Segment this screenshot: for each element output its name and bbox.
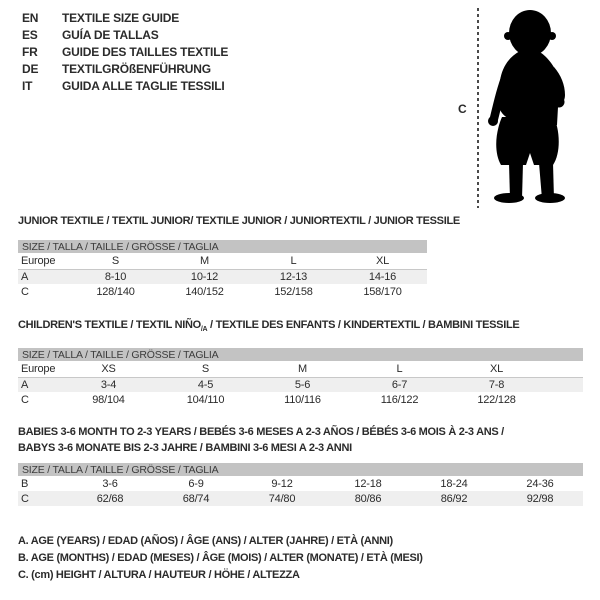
size-header-row	[18, 348, 583, 361]
language-row	[22, 27, 228, 44]
size-header-bar: SIZE / TALLA / TAILLE / GRÖSSE / TAGLIA	[18, 463, 583, 476]
size-cell: L	[249, 253, 338, 269]
language-guide	[22, 10, 228, 95]
junior-size-table	[18, 240, 427, 299]
children-section-title: CHILDREN'S TEXTILE / TEXTIL $NIÑO_{/A}$ / TEXTILE DES ENFANTS / KINDERTEXTIL / BAMBINI TESSILE	[18, 319, 520, 334]
value-cell: 5-6	[254, 377, 351, 392]
table-row-age-months	[18, 476, 583, 491]
size-cell: L	[351, 361, 448, 377]
language-row	[22, 10, 228, 27]
size-cell: XS	[60, 361, 157, 377]
babies-title-line2: BABYS 3-6 MONATE BIS 2-3 JAHRE / BAMBINI 3-6 MESI A 2-3 ANNI	[18, 442, 352, 454]
row-label-cell: C	[18, 491, 67, 506]
babies-size-table	[18, 463, 583, 506]
value-cell: 122/128	[477, 393, 516, 406]
junior-section	[18, 215, 460, 299]
language-code: IT	[22, 79, 33, 93]
value-cell: 116/122	[380, 393, 419, 406]
value-cell: 68/74	[153, 491, 239, 506]
language-code: ES	[22, 28, 38, 42]
language-code: EN	[22, 11, 39, 25]
title-subscript: /A	[200, 326, 208, 334]
value-cell: 152/158	[274, 285, 313, 298]
language-row	[22, 44, 228, 61]
region-row	[18, 361, 583, 377]
babies-section-title	[18, 424, 583, 456]
value-cell: 158/170	[363, 285, 402, 298]
value-cell: 86/92	[411, 491, 497, 506]
language-row	[22, 78, 228, 95]
value-cell: 92/98	[497, 491, 583, 506]
language-code: DE	[22, 62, 39, 76]
table-row-height	[18, 392, 583, 407]
value-cell: 12-13	[249, 269, 338, 284]
size-cell: M	[254, 361, 351, 377]
junior-section-title: JUNIOR TEXTILE / TEXTIL JUNIOR/ TEXTILE JUNIOR / JUNIORTEXTIL / JUNIOR TESSILE	[18, 215, 460, 227]
value-cell: 6-7	[351, 377, 448, 392]
value-cell: 140/152	[185, 285, 224, 298]
value-cell: 62/68	[67, 491, 153, 506]
height-dashed-line	[477, 8, 479, 208]
value-cell: 3-6	[102, 477, 118, 490]
row-label-cell: A	[18, 269, 71, 284]
region-row	[18, 253, 427, 269]
height-measure-label: C	[458, 102, 467, 116]
children-size-table	[18, 348, 583, 407]
footnote-height: C. (cm) HEIGHT / ALTURA / HAUTEUR / HÖHE / ALTEZZA	[18, 569, 300, 581]
value-cell: 104/110	[186, 393, 225, 406]
row-label-cell: Europe	[18, 361, 60, 377]
value-cell: 4-5	[157, 377, 254, 392]
table-row-age	[18, 377, 583, 392]
babies-title-line1: BABIES 3-6 MONTH TO 2-3 YEARS / BEBÉS 3-6 MESES A 2-3 AÑOS / BÉBÉS 3-6 MOIS À 2-3 ANS /	[18, 426, 504, 438]
size-header-bar: SIZE / TALLA / TAILLE / GRÖSSE / TAGLIA	[18, 240, 427, 253]
footnote-age-months: B. AGE (MONTHS) / EDAD (MESES) / ÂGE (MOIS) / ALTER (MONATE) / ETÀ (MESI)	[18, 552, 423, 564]
value-cell: 98/104	[92, 393, 125, 406]
babies-section	[18, 424, 583, 506]
value-cell: 12-18	[354, 477, 382, 490]
language-label: TEXTILGRÖßENFÜHRUNG	[62, 62, 211, 76]
value-cell: 9-12	[271, 477, 293, 490]
baby-height-figure	[450, 6, 590, 211]
row-label-cell: C	[21, 285, 29, 298]
value-cell: 7-8	[448, 377, 545, 392]
spacer-cell	[545, 361, 583, 377]
row-label-cell: A	[18, 377, 60, 392]
spacer-cell	[545, 392, 583, 407]
value-cell: 128/140	[96, 285, 135, 298]
language-label: GUÍA DE TALLAS	[62, 28, 159, 42]
footnote-age-years: A. AGE (YEARS) / EDAD (AÑOS) / ÂGE (ANS) / ALTER (JAHRE) / ETÀ (ANNI)	[18, 535, 393, 547]
language-label: TEXTILE SIZE GUIDE	[62, 11, 180, 25]
table-row-height	[18, 284, 427, 299]
size-cell: S	[157, 361, 254, 377]
children-section	[18, 319, 583, 407]
footnotes	[18, 533, 423, 584]
size-cell: XL	[338, 253, 427, 269]
language-code: FR	[22, 45, 38, 59]
spacer-cell	[545, 377, 583, 392]
size-header-row	[18, 463, 583, 476]
language-row	[22, 61, 228, 78]
baby-silhouette-image	[487, 6, 587, 208]
size-cell: XL	[448, 361, 545, 377]
size-header-bar: SIZE / TALLA / TAILLE / GRÖSSE / TAGLIA	[18, 348, 583, 361]
row-label-cell: Europe	[18, 253, 71, 269]
size-cell: S	[71, 253, 160, 269]
value-cell: 10-12	[160, 269, 249, 284]
language-label: GUIDA ALLE TAGLIE TESSILI	[62, 79, 225, 93]
value-cell: 24-36	[526, 477, 554, 490]
table-row-height	[18, 491, 583, 506]
row-label-cell: C	[21, 393, 29, 406]
value-cell: 110/116	[284, 393, 321, 406]
value-cell: 8-10	[71, 269, 160, 284]
value-cell: 74/80	[239, 491, 325, 506]
value-cell: 80/86	[325, 491, 411, 506]
table-row-age	[18, 269, 427, 284]
value-cell: 6-9	[188, 477, 204, 490]
value-cell: 18-24	[440, 477, 468, 490]
size-cell: M	[160, 253, 249, 269]
value-cell: 14-16	[338, 269, 427, 284]
language-label: GUIDE DES TAILLES TEXTILE	[62, 45, 229, 59]
row-label-cell: B	[21, 477, 29, 490]
value-cell: 3-4	[60, 377, 157, 392]
size-header-row	[18, 240, 427, 253]
